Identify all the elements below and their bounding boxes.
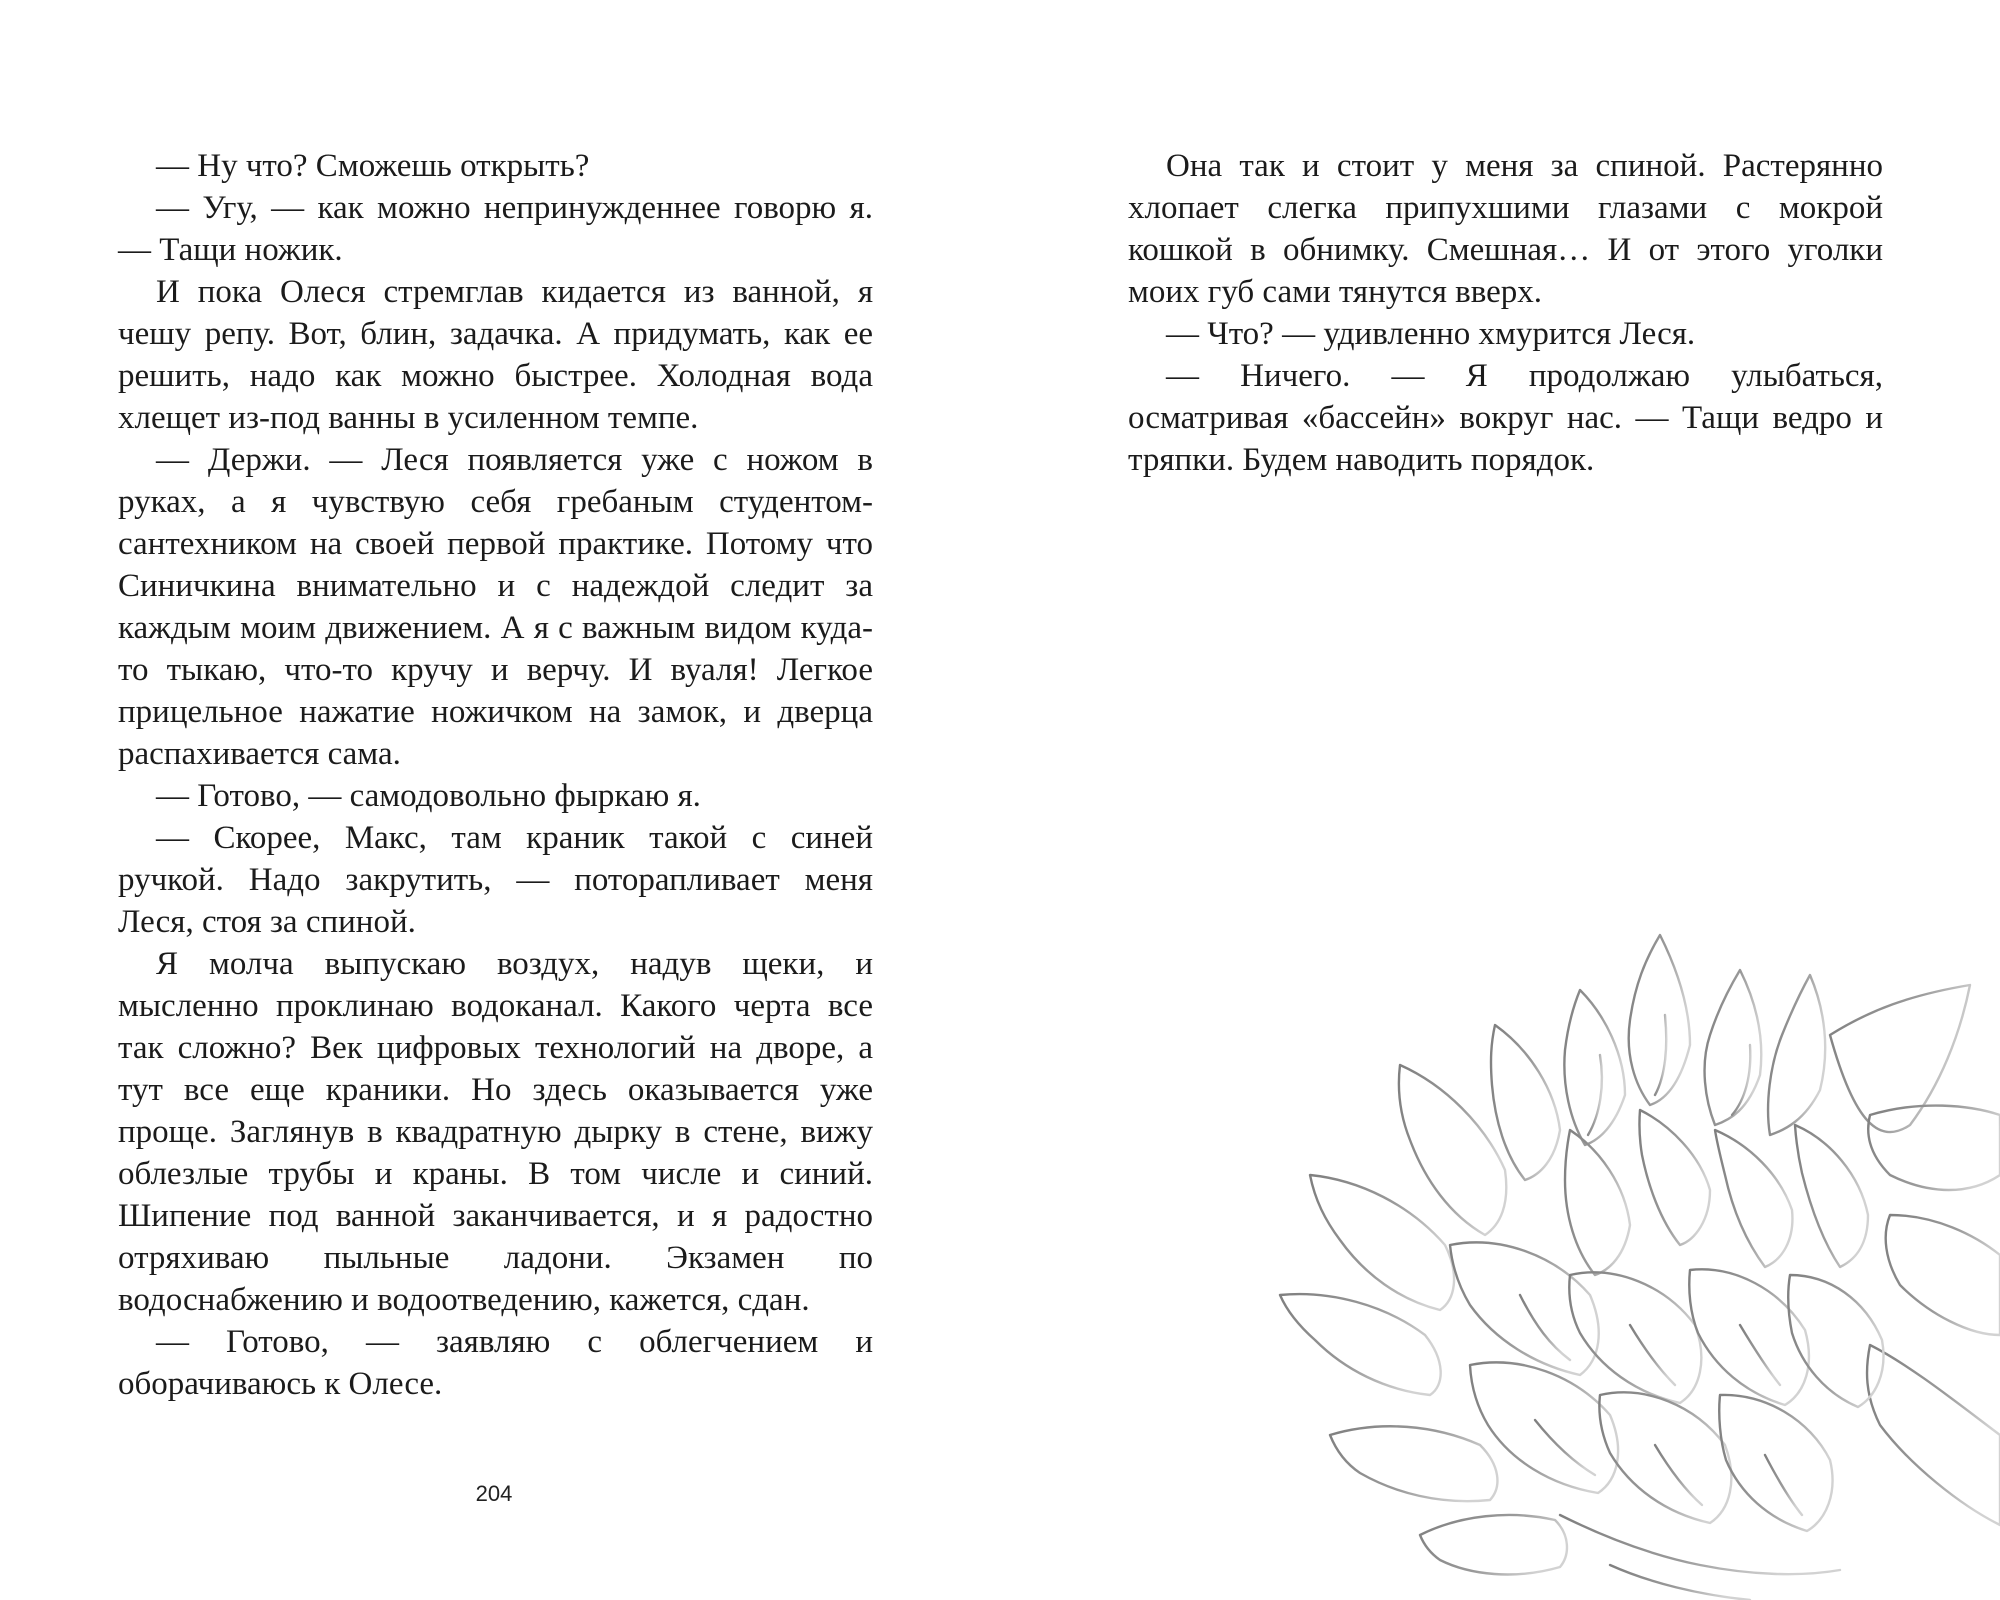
right-page-text xyxy=(1128,145,1883,481)
paragraph: И пока Олеся стремглав кидается из ванной, я чешу репу. Вот, блин, задачка. А придумать, как ее решить, надо как можно быстрее. Холодная вода хлещет из-под ванны в усиленном темпе. xyxy=(118,274,873,436)
paragraph: — Держи. — Леся появляется уже с ножом в руках, а я чувствую себя гребаным студентом-сантехником на своей первой практике. Потому что Синичкина внимательно и с надеждой следит за каждым моим движением. А я с важным видом куда-то тыкаю, что-то кручу и верчу. И вуаля! Легкое прицельное нажатие ножичком на замок, и дверца распахивается сама. xyxy=(118,442,873,772)
page-number: 204 xyxy=(475,1481,513,1506)
left-page-text xyxy=(118,145,873,1405)
paragraph: — Ну что? Сможешь открыть? xyxy=(156,148,590,184)
paragraph: — Готово, — заявляю с облегчением и оборачиваюсь к Олесе. xyxy=(118,1324,873,1402)
paragraph: Я молча выпускаю воздух, надув щеки, и мысленно проклинаю водоканал. Какого черта все так сложно? Век цифровых технологий на дворе, а тут все еще краники. Но здесь оказывается уже проще. Заглянув в квадратную дырку в стене, вижу облезлые трубы и краны. В том числе и синий. Шипение под ванной заканчивается, и я радостно отряхиваю пыльные ладони. Экзамен по водоснабжению и водоотведению, кажется, сдан. xyxy=(118,946,873,1318)
paragraph: — Угу, — как можно непринужденнее говорю я. — Тащи ножик. xyxy=(118,190,873,268)
paragraph: Она так и стоит у меня за спиной. Растерянно хлопает слегка припухшими глазами с мокрой кошкой в обнимку. Смешная… И от этого уголки моих губ сами тянутся вверх. xyxy=(1128,148,1883,310)
paragraph: — Готово, — самодовольно фыркаю я. xyxy=(156,778,701,814)
paragraph: — Скорее, Макс, там краник такой с синей ручкой. Надо закрутить, — поторапливает меня Леся, стоя за спиной. xyxy=(118,820,873,940)
lotus-flower-icon xyxy=(1270,915,2000,1600)
paragraph: — Что? — удивленно хмурится Леся. xyxy=(1166,316,1696,352)
paragraph: — Ничего. — Я продолжаю улыбаться, осматривая «бассейн» вокруг нас. — Тащи ведро и тряпки. Будем наводить порядок. xyxy=(1128,358,1883,478)
